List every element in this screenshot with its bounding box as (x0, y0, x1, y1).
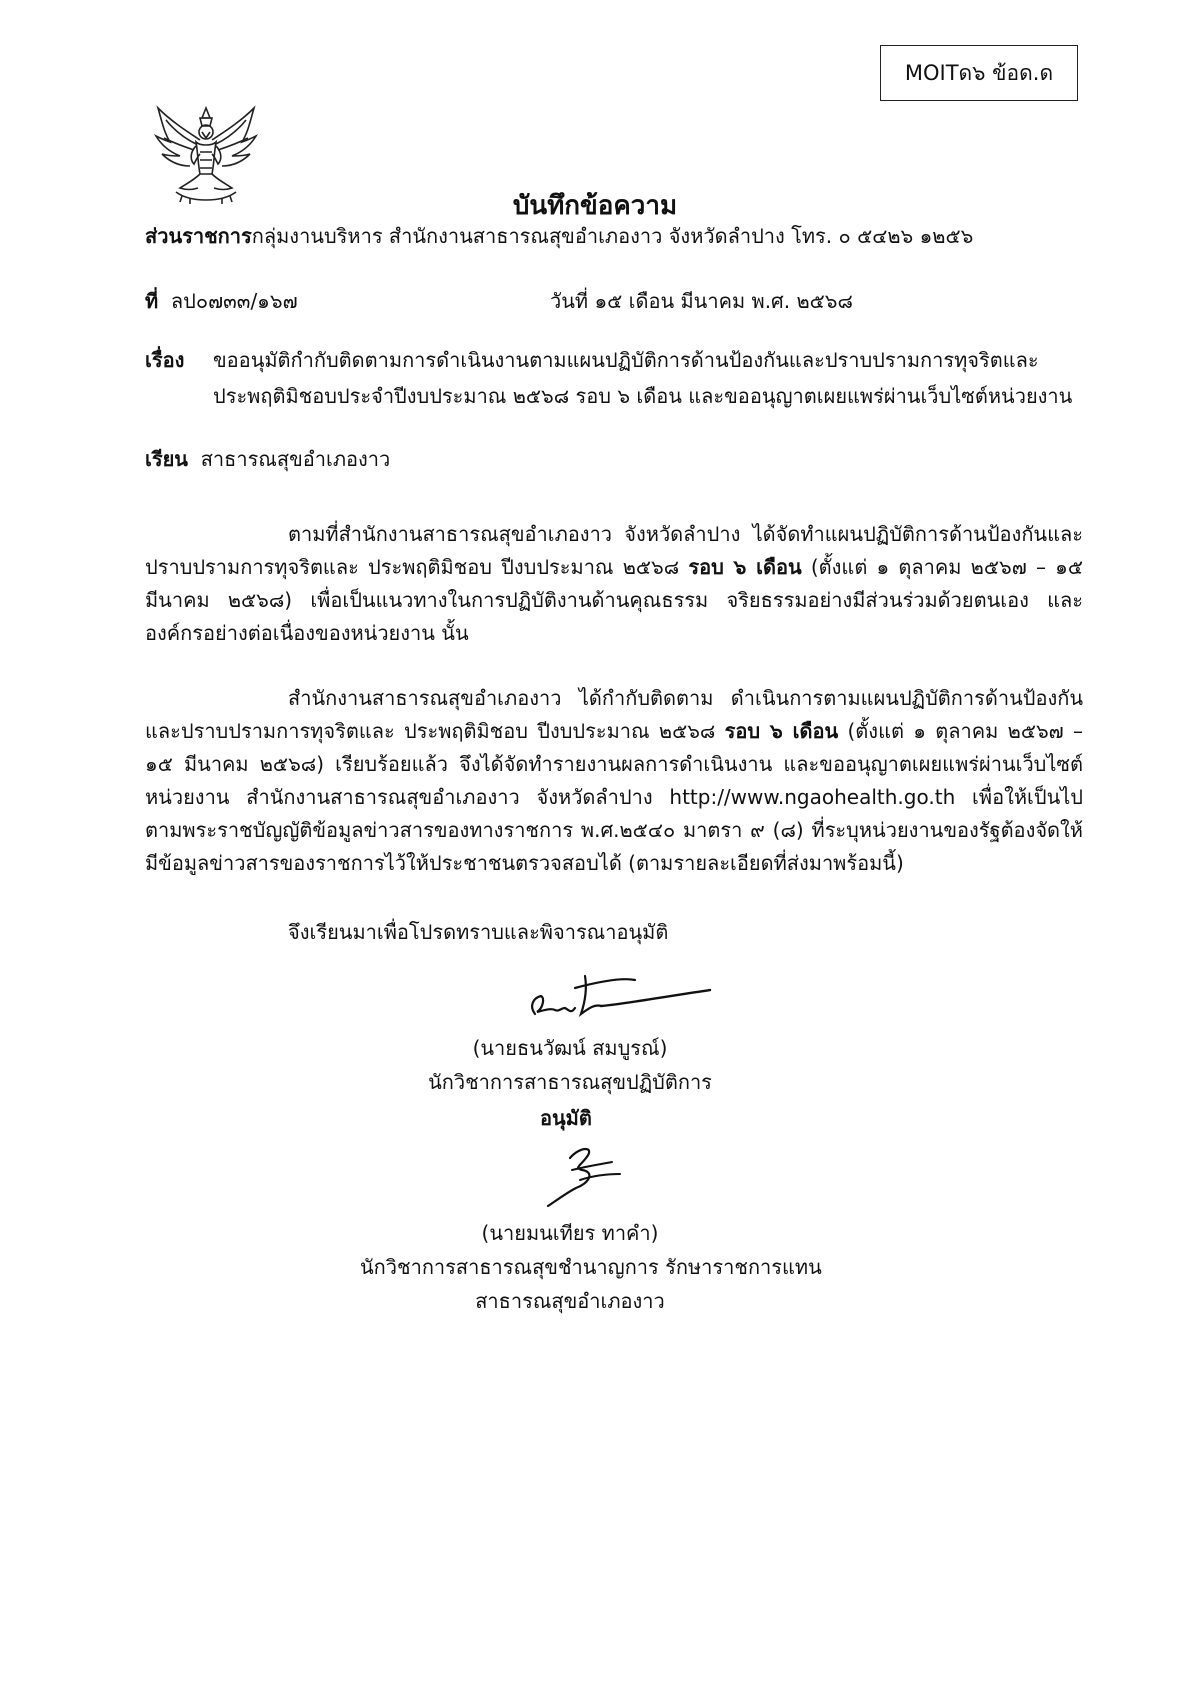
signer-1-position: นักวิชาการสาธารณสุขปฏิบัติการ (428, 1070, 712, 1094)
signer-1-name: (นายธนวัฒน์ สมบูรณ์) (472, 1036, 668, 1060)
document-title: บันทึกข้อความ (512, 191, 678, 221)
signature-2-image (540, 1140, 640, 1210)
signer-2-name: (นายมนเทียร ทาคำ) (481, 1221, 659, 1245)
subject-line-1: ขออนุมัติกำกับติดตามการดำเนินงานตามแผนปฏิบัติการด้านป้องกันและปราบปรามการทุจริตและ (213, 348, 1039, 372)
subject-label: เรื่อง (145, 348, 185, 372)
closing-line: จึงเรียนมาเพื่อโปรดทราบและพิจารณาอนุมัติ (288, 920, 669, 944)
agency-label: ส่วนราชการ (145, 224, 252, 248)
reference-label: ที่ (145, 289, 159, 313)
reference-number: ลป๐๗๓๓/๑๖๗ (170, 289, 298, 313)
signer-2-position-line-2: สาธารณสุขอำเภองาว (475, 1289, 665, 1313)
reference-line (145, 286, 298, 316)
agency-line (145, 221, 973, 251)
agency-value: กลุ่มงานบริหาร สำนักงานสาธารณสุขอำเภองาว จังหวัดลำปาง โทร. ๐ ๕๔๒๖ ๑๒๕๖ (251, 224, 974, 248)
approve-label: อนุมัติ (540, 1106, 592, 1130)
body-paragraph-2: สำนักงานสาธารณสุขอำเภองาว ได้กำกับติดตาม ดำเนินการตามแผนปฏิบัติการด้านป้องกันและปราบปรามการทุจริตและ ประพฤติมิชอบ ปีงบประมาณ ๒๕๖๘ รอบ ๖ เดือน (ตั้งแต่ ๑ ตุลาคม ๒๕๖๗ – ๑๕ มีนาคม ๒๕๖๘) เรียบร้อยแล้ว จึงได้จัดทำรายงานผลการดำเนินงาน และขออนุญาตเผยแพร่ผ่านเว็บไซต์หน่วยงาน สำนักงานสาธารณสุขอำเภองาว จังหวัดลำปาง http://www.ngaohealth.go.th เพื่อให้เป็นไปตามพระราชบัญญัติข้อมูลข่าวสารของทางราชการ พ.ศ.๒๕๔๐ มาตรา ๙ (๘) ที่ระบุหน่วยงานของรัฐต้องจัดให้มีข้อมูลข่าวสารของราชการไว้ให้ประชาชนตรวจสอบได้ (ตามรายละเอียดที่ส่งมาพร้อมนี้) (145, 686, 1084, 875)
recipient-label: เรียน (145, 447, 188, 471)
signature-1-image (515, 968, 715, 1028)
document-date: วันที่ ๑๕ เดือน มีนาคม พ.ศ. ๒๕๖๘ (550, 289, 853, 313)
document-code-box (880, 45, 1078, 101)
body-paragraph-1: ตามที่สำนักงานสาธารณสุขอำเภองาว จังหวัดลำปาง ได้จัดทำแผนปฏิบัติการด้านป้องกันและปราบปรามการทุจริตและ ประพฤติมิชอบ ปีงบประมาณ ๒๕๖๘ รอบ ๖ เดือน (ตั้งแต่ ๑ ตุลาคม ๒๕๖๗ – ๑๕ มีนาคม ๒๕๖๘) เพื่อเป็นแนวทางในการปฏิบัติงานด้านคุณธรรม จริยธรรมอย่างมีส่วนร่วมด้วยตนเอง และองค์กรอย่างต่อเนื่องของหน่วยงาน นั้น (145, 522, 1083, 645)
signer-2-position: นักวิชาการสาธารณสุขชำนาญการ รักษาราชการแทน (360, 1255, 822, 1279)
document-code: MOITด๖ ข้อด.ด (904, 60, 1054, 85)
recipient-line (145, 444, 390, 474)
recipient-value: สาธารณสุขอำเภองาว (200, 447, 391, 471)
subject-line-2: ประพฤติมิชอบประจำปีงบประมาณ ๒๕๖๘ รอบ ๖ เดือน และขออนุญาตเผยแพร่ผ่านเว็บไซต์หน่วยงาน (213, 384, 1073, 408)
